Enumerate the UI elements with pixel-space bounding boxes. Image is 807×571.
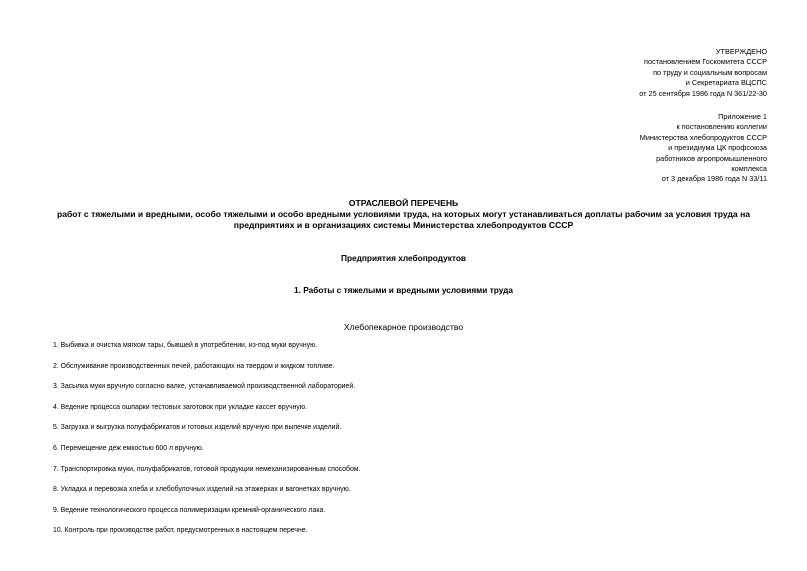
list-item: 9. Ведение технологического процесса полимеризации кремний-органического лака. <box>53 506 326 514</box>
list-item: 3. Засылка муки вручную согласно валке, устанавливаемой производственной лабораторией. <box>53 383 356 391</box>
title-subtitle: работ с тяжелыми и вредными, особо тяжелыми и особо вредными условиями труда, на которых могут устанавливаться доплаты рабочим за условия труда на предприятиях и в организациях системы Министерства хлебопродуктов СССР <box>56 209 751 230</box>
annex-line: от 3 декабря 1986 года N 33/11 <box>661 174 767 184</box>
list-item: 1. Выбивка и очистка мягком тары, бывшей в употреблении, из-под муки вручную. <box>53 342 318 349</box>
annex-line: и президиума ЦК профсоюза <box>668 143 767 153</box>
section-heading-enterprises: Предприятия хлебопродуктов <box>340 253 466 263</box>
approval-line: по труду и социальным вопросам <box>653 67 767 77</box>
list-item: 2. Обслуживание производственных печей, работающих на твердом и жидком топливе. <box>53 362 335 370</box>
approval-heading: УТВЕРЖДЕНО <box>715 47 767 56</box>
list-item: 7. Транспортировка муки, полуфабрикатов, готовой продукции немеханизированным способом. <box>53 465 361 473</box>
approval-line: постановлением Госкомитета СССР <box>644 57 767 67</box>
list-item: 10. Контроль при производстве работ, предусмотренных в настоящем перечне. <box>53 527 308 535</box>
document-title <box>30 198 777 231</box>
approval-line: и Секретариата ВЦСПС <box>685 78 767 88</box>
list-item: 6. Перемещение деж емкостью 600 л вручную. <box>53 445 204 452</box>
list-item: 8. Укладка и перевозка хлеба и хлебобулочных изделий на этажерках и вагонетках вручную. <box>53 486 351 494</box>
annex-line: к постановлению коллегии <box>676 122 767 132</box>
list-item: 5. Загрузка и выгрузка полуфабрикатов и готовых изделий вручную при выпечке изделий. <box>53 424 342 432</box>
approval-line: от 25 сентября 1986 года N 361/22-30 <box>639 88 767 98</box>
annex-line: Министерства хлебопродуктов СССР <box>639 132 767 142</box>
annex-line: комплекса <box>731 164 767 174</box>
section-heading-works: 1. Работы с тяжелыми и вредными условиями труда <box>293 285 514 295</box>
approval-block <box>639 47 767 99</box>
annex-block <box>640 112 767 185</box>
annex-line: работников агропромышленного <box>656 153 767 163</box>
subsection-heading: Хлебопекарное производство <box>343 322 464 332</box>
annex-line: Приложение 1 <box>718 112 767 121</box>
title-main: ОТРАСЛЕВОЙ ПЕРЕЧЕНЬ <box>348 198 459 208</box>
list-item: 4. Ведение процесса ошпарки тестовых заготовок при укладке кассет вручную. <box>53 403 307 411</box>
